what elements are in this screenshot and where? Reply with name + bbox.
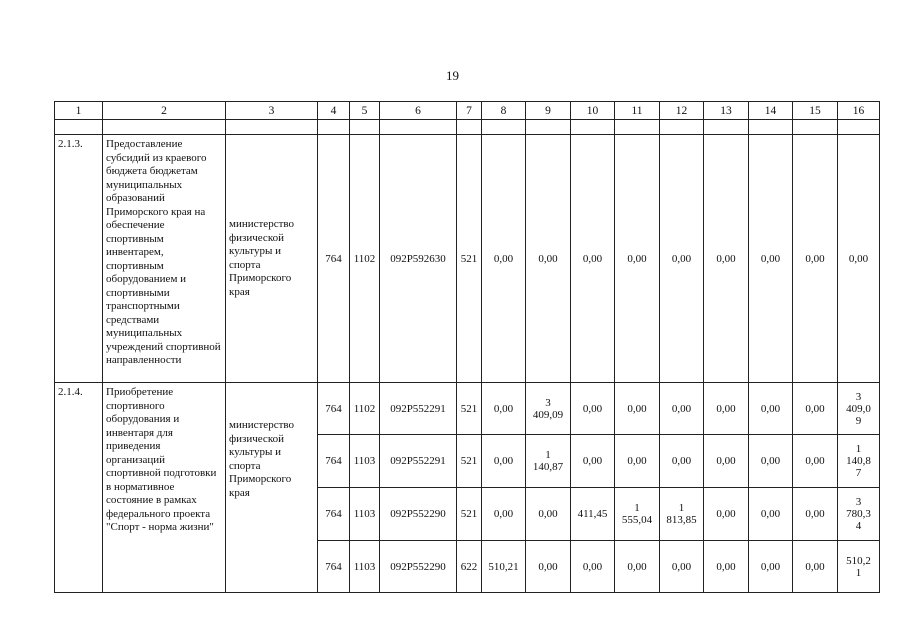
table-cell: 764 bbox=[318, 435, 350, 488]
table-cell: 622 bbox=[457, 541, 482, 593]
table-cell: 0,00 bbox=[526, 135, 571, 383]
header-cell: 15 bbox=[793, 102, 838, 120]
table-cell: 510,21 bbox=[482, 541, 526, 593]
table-cell: 0,00 bbox=[704, 541, 749, 593]
table-cell: 0,00 bbox=[615, 541, 660, 593]
table-cell: 521 bbox=[457, 383, 482, 435]
header-cell: 9 bbox=[526, 102, 571, 120]
table-cell: 764 bbox=[318, 488, 350, 541]
table-cell: 1 140,8 7 bbox=[846, 443, 871, 479]
table-cell: 0,00 bbox=[793, 541, 838, 593]
table-cell: 0,00 bbox=[749, 435, 793, 488]
row-organization: министерство физической культуры и спорта Приморского края bbox=[226, 135, 318, 383]
table-cell: 0,00 bbox=[571, 383, 615, 435]
table-cell: 521 bbox=[457, 435, 482, 488]
table-cell: 1 555,04 bbox=[621, 502, 653, 526]
table-cell: 0,00 bbox=[526, 488, 571, 541]
table-cell: 0,00 bbox=[571, 541, 615, 593]
row-name: Предоставление субсидий из краевого бюджета бюджетам муниципальных образований Приморского края на обеспечение спортивным инвентарем, спортивным оборудованием и спортивными транспортными средствами муниципальных учреждений спортивной направленности bbox=[103, 135, 226, 383]
table-cell: 764 bbox=[318, 135, 350, 383]
table-row bbox=[55, 383, 880, 435]
header-cell: 10 bbox=[571, 102, 615, 120]
header-cell: 12 bbox=[660, 102, 704, 120]
table-cell: 3 780,3 4 bbox=[846, 496, 871, 532]
table-cell: 764 bbox=[318, 541, 350, 593]
table-cell: 092P552291 bbox=[380, 383, 457, 435]
table-cell: 1103 bbox=[350, 488, 380, 541]
row-code: 2.1.4. bbox=[55, 383, 103, 593]
table-cell: 0,00 bbox=[704, 383, 749, 435]
table-cell: 0,00 bbox=[793, 383, 838, 435]
header-cell: 7 bbox=[457, 102, 482, 120]
header-cell: 1 bbox=[55, 102, 103, 120]
table-cell: 092P552290 bbox=[380, 541, 457, 593]
table-cell: 0,00 bbox=[838, 135, 880, 383]
header-cell: 5 bbox=[350, 102, 380, 120]
page-number: 19 bbox=[446, 68, 459, 83]
header-cell: 16 bbox=[838, 102, 880, 120]
header-cell: 13 bbox=[704, 102, 749, 120]
table-cell: 0,00 bbox=[749, 541, 793, 593]
table-cell: 0,00 bbox=[571, 435, 615, 488]
table-cell: 510,2 1 bbox=[846, 554, 871, 579]
table-cell: 0,00 bbox=[660, 435, 704, 488]
header-row bbox=[55, 102, 880, 120]
row-code: 2.1.3. bbox=[55, 135, 103, 383]
table-cell: 0,00 bbox=[793, 135, 838, 383]
table-cell: 0,00 bbox=[660, 383, 704, 435]
table-cell: 092P592630 bbox=[380, 135, 457, 383]
table-cell: 1 140,87 bbox=[532, 449, 564, 473]
table-cell: 0,00 bbox=[615, 383, 660, 435]
table-cell: 0,00 bbox=[704, 488, 749, 541]
table-cell: 0,00 bbox=[660, 541, 704, 593]
table-cell: 0,00 bbox=[571, 135, 615, 383]
table-cell: 0,00 bbox=[482, 383, 526, 435]
table-cell: 0,00 bbox=[660, 135, 704, 383]
budget-table bbox=[54, 101, 880, 593]
table-cell: 1102 bbox=[350, 383, 380, 435]
header-cell: 11 bbox=[615, 102, 660, 120]
table-cell: 0,00 bbox=[749, 383, 793, 435]
table-cell: 0,00 bbox=[749, 488, 793, 541]
header-cell: 8 bbox=[482, 102, 526, 120]
table-cell: 0,00 bbox=[704, 435, 749, 488]
table-cell: 3 409,09 bbox=[532, 396, 564, 421]
table-cell: 1102 bbox=[350, 135, 380, 383]
table-cell: 0,00 bbox=[615, 435, 660, 488]
table-cell: 0,00 bbox=[749, 135, 793, 383]
table-cell: 1103 bbox=[350, 541, 380, 593]
table-cell: 521 bbox=[457, 135, 482, 383]
row-organization: министерство физической культуры и спорта Приморского края bbox=[226, 383, 318, 593]
table-cell: 1103 bbox=[350, 435, 380, 488]
table-cell: 0,00 bbox=[615, 135, 660, 383]
header-cell: 14 bbox=[749, 102, 793, 120]
table-cell: 0,00 bbox=[482, 488, 526, 541]
table-cell: 0,00 bbox=[482, 435, 526, 488]
table-cell: 092P552291 bbox=[380, 435, 457, 488]
table-cell: 521 bbox=[457, 488, 482, 541]
header-cell: 2 bbox=[103, 102, 226, 120]
table-cell: 3 409,0 9 bbox=[846, 390, 871, 427]
table-row bbox=[55, 135, 880, 383]
table-cell: 0,00 bbox=[704, 135, 749, 383]
table-cell: 0,00 bbox=[793, 435, 838, 488]
table-cell: 0,00 bbox=[482, 135, 526, 383]
table-cell: 0,00 bbox=[526, 541, 571, 593]
table-cell: 092P552290 bbox=[380, 488, 457, 541]
table-cell: 411,45 bbox=[571, 488, 615, 541]
header-cell: 6 bbox=[380, 102, 457, 120]
header-cell: 4 bbox=[318, 102, 350, 120]
table-cell: 0,00 bbox=[793, 488, 838, 541]
table-cell: 764 bbox=[318, 383, 350, 435]
spacer-row bbox=[55, 120, 880, 135]
row-name: Приобретение спортивного оборудования и инвентаря для приведения организаций спортивной подготовки в нормативное состояние в рамках федерального проекта "Спорт - норма жизни" bbox=[103, 383, 226, 593]
header-cell: 3 bbox=[226, 102, 318, 120]
table-cell: 1 813,85 bbox=[666, 502, 697, 526]
